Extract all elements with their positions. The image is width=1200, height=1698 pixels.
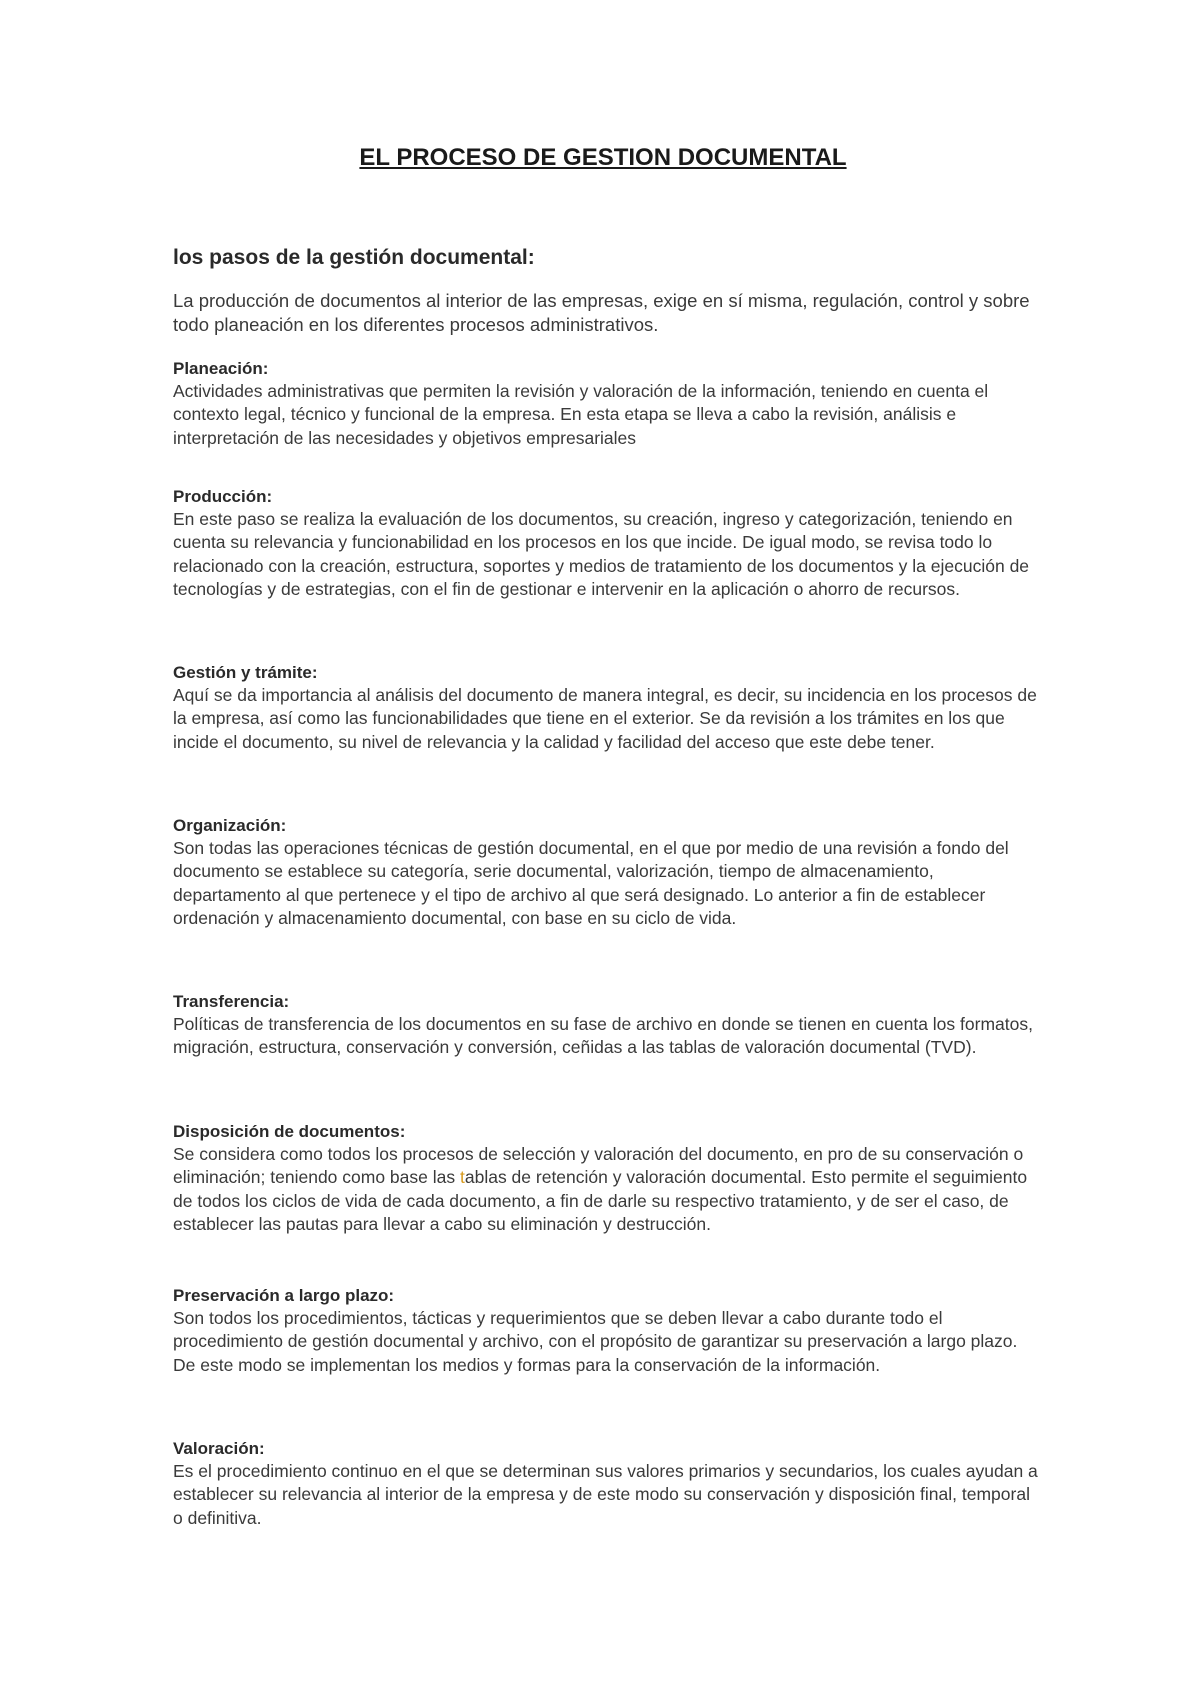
highlighted-letter: t bbox=[459, 1167, 465, 1188]
section-heading: Transferencia: bbox=[173, 992, 290, 1011]
body-text: Se considera como todos los procesos de selección y valoración del documento, en pro de su conservación o eliminación; teniendo como base las bbox=[173, 1144, 1024, 1188]
document-title: EL PROCESO DE GESTION DOCUMENTAL bbox=[359, 144, 847, 171]
section-heading: Preservación a largo plazo: bbox=[173, 1286, 395, 1305]
section-heading: Disposición de documentos: bbox=[173, 1122, 406, 1141]
section-heading: Valoración: bbox=[173, 1439, 265, 1458]
body-text: ablas de retención y valoración documental. Esto permite el seguimiento de todos los ciclos de vida de cada documento, a fin de darle su respectivo tratamiento, y de ser el caso, de establecer las pautas para llevar a cabo su eliminación y destrucción. bbox=[173, 1167, 1028, 1234]
section-body: Son todas las operaciones técnicas de gestión documental, en el que por medio de una revisión a fondo del documento se establece su categoría, serie documental, valorización, tiempo de almacenamiento, departamento al que pertenece y el tipo de archivo al que será designado. Lo anterior a fin de establecer ordenación y almacenamiento documental, con base en su ciclo de vida. bbox=[173, 838, 1009, 928]
section-body: Aquí se da importancia al análisis del documento de manera integral, es decir, su incidencia en los procesos de la empresa, así como las funcionabilidades que tiene en el exterior. Se da revisión a los trámites en los que incide el documento, su nivel de relevancia y la calidad y facilidad del acceso que este debe tener. bbox=[173, 685, 1037, 752]
section-heading: Producción: bbox=[173, 487, 273, 506]
section-disposicion bbox=[173, 1120, 1043, 1236]
section-body: Actividades administrativas que permiten la revisión y valoración de la información, teniendo en cuenta el contexto legal, técnico y funcional de la empresa. En esta etapa se lleva a cabo la revisión, análisis e interpretación de las necesidades y objetivos empresariales bbox=[173, 381, 989, 448]
section-preservacion bbox=[173, 1284, 1043, 1377]
section-produccion bbox=[173, 485, 1043, 601]
section-gestion-tramite bbox=[173, 661, 1043, 754]
document-subtitle: los pasos de la gestión documental: bbox=[173, 246, 535, 269]
section-organizacion bbox=[173, 814, 1043, 930]
section-body: En este paso se realiza la evaluación de los documentos, su creación, ingreso y categorización, teniendo en cuenta su relevancia y funcionabilidad en los procesos en los que incide. De igual modo, se revisa todo lo relacionado con la creación, estructura, soportes y medios de tratamiento de los documentos y la ejecución de tecnologías y de estrategias, con el fin de gestionar e intervenir en la aplicación o ahorro de recursos. bbox=[173, 509, 1030, 599]
section-body: Son todos los procedimientos, tácticas y requerimientos que se deben llevar a cabo durante todo el procedimiento de gestión documental y archivo, con el propósito de garantizar su preservación a largo plazo. De este modo se implementan los medios y formas para la conservación de la información. bbox=[173, 1308, 1018, 1375]
section-heading: Gestión y trámite: bbox=[173, 663, 318, 682]
section-body: Políticas de transferencia de los documentos en su fase de archivo en donde se tienen en cuenta los formatos, migración, estructura, conservación y conversión, ceñidas a las tablas de valoración documental (TVD). bbox=[173, 1014, 1033, 1058]
section-valoracion bbox=[173, 1437, 1043, 1530]
section-heading: Organización: bbox=[173, 816, 287, 835]
section-heading: Planeación: bbox=[173, 359, 269, 378]
section-body bbox=[173, 1143, 1043, 1236]
intro-paragraph: La producción de documentos al interior de las empresas, exige en sí misma, regulación, control y sobre todo planeación en los diferentes procesos administrativos. bbox=[173, 290, 1030, 335]
section-planeacion bbox=[173, 357, 1043, 450]
section-body: Es el procedimiento continuo en el que se determinan sus valores primarios y secundarios, los cuales ayudan a establecer su relevancia al interior de la empresa y de este modo su conservación y disposición final, temporal o definitiva. bbox=[173, 1461, 1038, 1528]
section-transferencia bbox=[173, 990, 1043, 1060]
